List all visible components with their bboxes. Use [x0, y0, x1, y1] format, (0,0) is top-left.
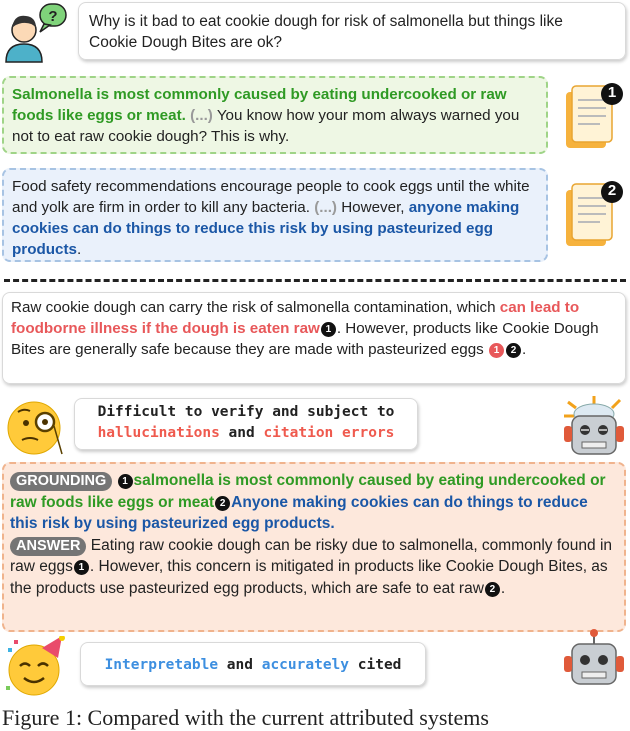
citation-1: 1 — [321, 322, 336, 337]
doc2-number: 2 — [607, 182, 617, 199]
question-bubble — [78, 2, 626, 60]
ours-answer-a3: . — [500, 579, 506, 597]
doc2-end: . — [76, 241, 82, 258]
question-text: Why is it bad to eat cookie dough for risk of salmonella but things like Cookie Dough Bites are ok? — [89, 13, 563, 51]
confused-robot — [560, 394, 628, 458]
user-avatar — [2, 2, 72, 64]
question-bubble-icon: ? — [48, 8, 58, 25]
interpretable-label: Interpretable — [104, 657, 219, 673]
ours-answer-a2: . However, this concern is mitigated in products like Cookie Dough Bites, as the products use pasteurized egg products, which are safe to eat raw — [10, 558, 608, 597]
doc2-ellipsis: (...) — [314, 199, 337, 216]
doc1-ellipsis: (...) — [190, 107, 213, 124]
doc1-icon-wrap — [562, 80, 628, 154]
grounding-num-2: 2 — [215, 496, 230, 511]
answer-badge: ANSWER — [10, 537, 86, 556]
ours-answer-a1: Eating raw cookie dough can be risky due to salmonella, commonly found in raw eggs — [10, 536, 613, 575]
doc2-text: Food safety recommendations encourage people to cook eggs until the white and yolk are firm in order to kill any bacteria. — [12, 178, 530, 216]
thinking-face-icon — [4, 398, 68, 458]
party-face-icon — [4, 636, 68, 698]
current-answer-p2: . However, products like Cookie Dough Bites are generally safe because they are made with pasteurized eggs — [11, 320, 599, 358]
grounding-num-1: 1 — [118, 474, 133, 489]
grounding-2: Anyone making cookies can do things to reduce this risk by using pasteurized egg products. — [10, 493, 588, 532]
user-icon — [2, 2, 72, 64]
benefit-bubble — [80, 642, 426, 686]
accurately-label: accurately — [261, 657, 350, 673]
problem-bubble — [74, 398, 418, 450]
current-answer-p3: . — [522, 341, 527, 358]
doc2-highlight: anyone making cookies can do things to reduce this risk by using pasteurized egg products — [12, 199, 520, 258]
figure-caption: Figure 1: Compared with the current attributed systems — [2, 705, 489, 730]
citation-errors-label: citation errors — [263, 425, 395, 441]
citation-error: 1 — [489, 343, 504, 358]
current-answer-bubble — [2, 292, 626, 384]
ours-answer-bubble — [2, 462, 626, 632]
current-answer-red: can lead to foodborne illness if the dough is eaten raw — [11, 299, 580, 337]
doc2-icon-wrap — [562, 178, 628, 252]
happy-robot — [560, 628, 628, 692]
current-answer-p1: Raw cookie dough can carry the risk of salmonella contamination, which — [11, 299, 500, 316]
doc2-after: However, — [336, 199, 409, 216]
citation-2: 2 — [506, 343, 521, 358]
grounding-1: salmonella is most commonly caused by eating undercooked or raw foods like eggs or meat — [10, 472, 606, 511]
ours-citation-1: 1 — [74, 560, 89, 575]
thinking-emoji — [4, 398, 68, 458]
section-divider — [4, 279, 626, 282]
retrieved-doc-1 — [2, 76, 548, 154]
grounding-badge: GROUNDING — [10, 472, 112, 491]
problem-line2 — [81, 423, 411, 444]
benefit-and: and — [218, 657, 262, 673]
doc1-number: 1 — [607, 84, 617, 101]
robot-icon — [560, 628, 628, 692]
confused-robot-icon — [560, 394, 628, 458]
problem-line1: Difficult to verify and subject to — [97, 404, 395, 420]
problem-and: and — [219, 425, 264, 441]
hallucinations-label: hallucinations — [97, 425, 220, 441]
ours-citation-2: 2 — [485, 582, 500, 597]
retrieved-doc-2 — [2, 168, 548, 262]
doc1-rest: You know how your mom always warned you not to eat raw cookie dough? This is why. — [12, 107, 520, 145]
party-emoji — [4, 636, 68, 698]
doc1-highlight: Salmonella is most commonly caused by eating undercooked or raw foods like eggs or meat. — [12, 86, 507, 124]
benefit-cited: cited — [349, 657, 402, 673]
